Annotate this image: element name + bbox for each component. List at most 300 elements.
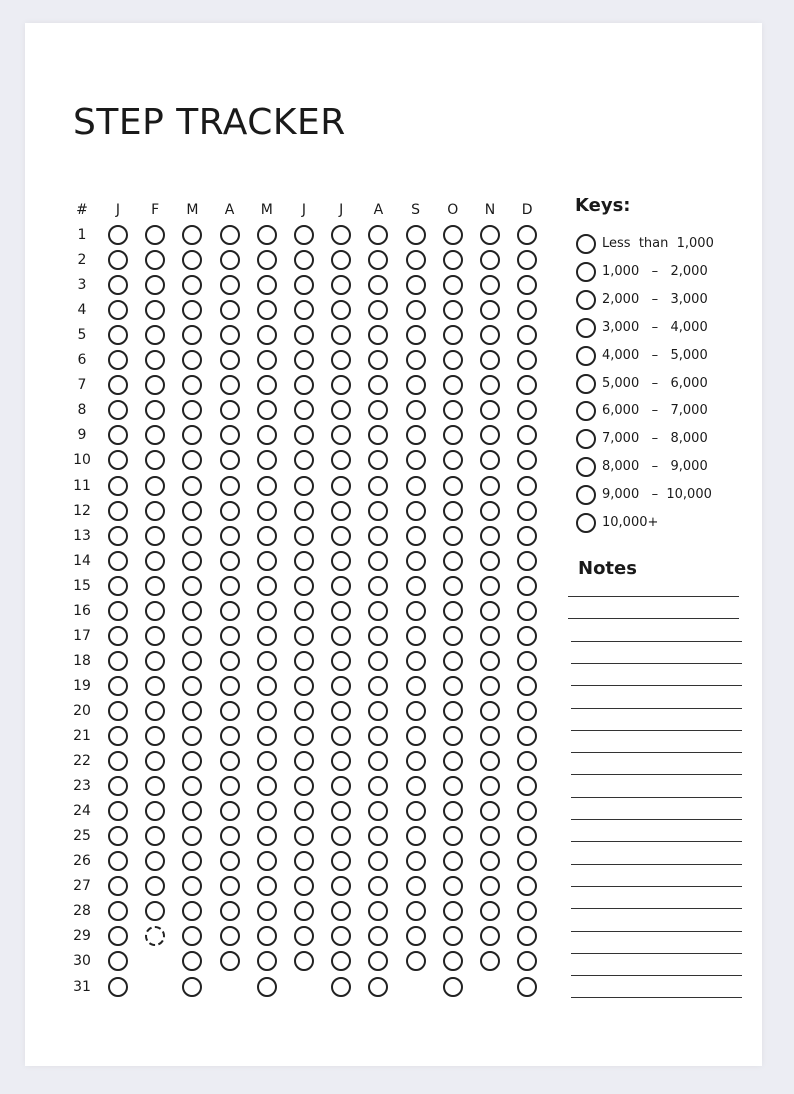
day-circle[interactable] <box>517 751 537 771</box>
day-circle[interactable] <box>220 676 240 696</box>
day-circle[interactable] <box>480 476 500 496</box>
day-circle[interactable] <box>108 726 128 746</box>
day-circle[interactable] <box>331 576 351 596</box>
day-circle[interactable] <box>220 826 240 846</box>
day-circle[interactable] <box>257 476 277 496</box>
day-circle[interactable] <box>331 601 351 621</box>
day-circle[interactable] <box>145 801 165 821</box>
note-line[interactable] <box>571 841 742 842</box>
day-circle[interactable] <box>368 726 388 746</box>
day-circle[interactable] <box>108 876 128 896</box>
day-circle[interactable] <box>294 425 314 445</box>
day-circle[interactable] <box>517 576 537 596</box>
day-circle[interactable] <box>294 375 314 395</box>
note-line[interactable] <box>571 774 742 775</box>
note-line[interactable] <box>571 997 742 998</box>
day-circle[interactable] <box>108 275 128 295</box>
day-circle[interactable] <box>480 300 500 320</box>
day-circle[interactable] <box>368 951 388 971</box>
day-circle[interactable] <box>108 225 128 245</box>
day-circle[interactable] <box>406 826 426 846</box>
day-circle[interactable] <box>406 951 426 971</box>
day-circle[interactable] <box>220 576 240 596</box>
day-circle[interactable] <box>145 901 165 921</box>
day-circle[interactable] <box>220 776 240 796</box>
day-circle[interactable] <box>294 350 314 370</box>
day-circle[interactable] <box>145 926 165 946</box>
note-line[interactable] <box>571 953 742 954</box>
day-circle[interactable] <box>443 526 463 546</box>
day-circle[interactable] <box>294 726 314 746</box>
day-circle[interactable] <box>480 626 500 646</box>
day-circle[interactable] <box>108 926 128 946</box>
day-circle[interactable] <box>145 601 165 621</box>
day-circle[interactable] <box>368 375 388 395</box>
day-circle[interactable] <box>443 626 463 646</box>
day-circle[interactable] <box>257 250 277 270</box>
day-circle[interactable] <box>220 551 240 571</box>
day-circle[interactable] <box>220 901 240 921</box>
note-line[interactable] <box>571 641 742 642</box>
day-circle[interactable] <box>406 751 426 771</box>
day-circle[interactable] <box>220 275 240 295</box>
day-circle[interactable] <box>517 626 537 646</box>
day-circle[interactable] <box>443 751 463 771</box>
day-circle[interactable] <box>220 350 240 370</box>
day-circle[interactable] <box>517 275 537 295</box>
day-circle[interactable] <box>145 551 165 571</box>
day-circle[interactable] <box>517 776 537 796</box>
day-circle[interactable] <box>108 651 128 671</box>
day-circle[interactable] <box>257 751 277 771</box>
day-circle[interactable] <box>108 501 128 521</box>
day-circle[interactable] <box>368 225 388 245</box>
day-circle[interactable] <box>331 275 351 295</box>
day-circle[interactable] <box>331 651 351 671</box>
day-circle[interactable] <box>182 250 202 270</box>
day-circle[interactable] <box>443 225 463 245</box>
day-circle[interactable] <box>480 676 500 696</box>
day-circle[interactable] <box>145 325 165 345</box>
day-circle[interactable] <box>480 350 500 370</box>
day-circle[interactable] <box>331 350 351 370</box>
day-circle[interactable] <box>108 626 128 646</box>
day-circle[interactable] <box>108 801 128 821</box>
day-circle[interactable] <box>406 776 426 796</box>
day-circle[interactable] <box>182 476 202 496</box>
day-circle[interactable] <box>145 476 165 496</box>
day-circle[interactable] <box>257 901 277 921</box>
day-circle[interactable] <box>331 801 351 821</box>
day-circle[interactable] <box>443 325 463 345</box>
day-circle[interactable] <box>406 250 426 270</box>
day-circle[interactable] <box>182 526 202 546</box>
day-circle[interactable] <box>443 350 463 370</box>
day-circle[interactable] <box>480 601 500 621</box>
day-circle[interactable] <box>220 876 240 896</box>
day-circle[interactable] <box>220 425 240 445</box>
day-circle[interactable] <box>331 225 351 245</box>
day-circle[interactable] <box>368 450 388 470</box>
day-circle[interactable] <box>182 951 202 971</box>
day-circle[interactable] <box>480 701 500 721</box>
note-line[interactable] <box>571 864 742 865</box>
day-circle[interactable] <box>517 375 537 395</box>
day-circle[interactable] <box>108 701 128 721</box>
day-circle[interactable] <box>480 826 500 846</box>
day-circle[interactable] <box>368 476 388 496</box>
day-circle[interactable] <box>368 701 388 721</box>
day-circle[interactable] <box>220 601 240 621</box>
day-circle[interactable] <box>257 977 277 997</box>
day-circle[interactable] <box>331 826 351 846</box>
day-circle[interactable] <box>182 801 202 821</box>
day-circle[interactable] <box>443 676 463 696</box>
day-circle[interactable] <box>182 651 202 671</box>
day-circle[interactable] <box>257 726 277 746</box>
day-circle[interactable] <box>480 375 500 395</box>
day-circle[interactable] <box>406 876 426 896</box>
day-circle[interactable] <box>480 751 500 771</box>
day-circle[interactable] <box>145 300 165 320</box>
day-circle[interactable] <box>517 651 537 671</box>
day-circle[interactable] <box>220 400 240 420</box>
day-circle[interactable] <box>517 400 537 420</box>
day-circle[interactable] <box>182 901 202 921</box>
day-circle[interactable] <box>331 951 351 971</box>
day-circle[interactable] <box>145 576 165 596</box>
day-circle[interactable] <box>480 801 500 821</box>
day-circle[interactable] <box>517 726 537 746</box>
day-circle[interactable] <box>331 476 351 496</box>
day-circle[interactable] <box>220 726 240 746</box>
day-circle[interactable] <box>294 250 314 270</box>
day-circle[interactable] <box>517 325 537 345</box>
day-circle[interactable] <box>108 400 128 420</box>
day-circle[interactable] <box>220 801 240 821</box>
day-circle[interactable] <box>294 300 314 320</box>
day-circle[interactable] <box>517 501 537 521</box>
day-circle[interactable] <box>220 526 240 546</box>
day-circle[interactable] <box>108 601 128 621</box>
day-circle[interactable] <box>368 651 388 671</box>
day-circle[interactable] <box>145 350 165 370</box>
day-circle[interactable] <box>406 926 426 946</box>
day-circle[interactable] <box>294 676 314 696</box>
day-circle[interactable] <box>406 601 426 621</box>
day-circle[interactable] <box>108 350 128 370</box>
day-circle[interactable] <box>480 876 500 896</box>
day-circle[interactable] <box>108 826 128 846</box>
day-circle[interactable] <box>257 526 277 546</box>
day-circle[interactable] <box>257 425 277 445</box>
day-circle[interactable] <box>331 375 351 395</box>
day-circle[interactable] <box>406 801 426 821</box>
day-circle[interactable] <box>182 551 202 571</box>
day-circle[interactable] <box>443 551 463 571</box>
day-circle[interactable] <box>443 851 463 871</box>
day-circle[interactable] <box>331 977 351 997</box>
day-circle[interactable] <box>220 651 240 671</box>
day-circle[interactable] <box>182 275 202 295</box>
day-circle[interactable] <box>145 450 165 470</box>
day-circle[interactable] <box>257 701 277 721</box>
day-circle[interactable] <box>368 300 388 320</box>
day-circle[interactable] <box>368 526 388 546</box>
day-circle[interactable] <box>145 876 165 896</box>
day-circle[interactable] <box>517 901 537 921</box>
day-circle[interactable] <box>108 375 128 395</box>
day-circle[interactable] <box>443 576 463 596</box>
day-circle[interactable] <box>145 651 165 671</box>
day-circle[interactable] <box>220 951 240 971</box>
note-line[interactable] <box>571 975 742 976</box>
day-circle[interactable] <box>182 751 202 771</box>
day-circle[interactable] <box>480 275 500 295</box>
day-circle[interactable] <box>220 501 240 521</box>
day-circle[interactable] <box>406 425 426 445</box>
day-circle[interactable] <box>480 901 500 921</box>
day-circle[interactable] <box>443 901 463 921</box>
day-circle[interactable] <box>517 476 537 496</box>
day-circle[interactable] <box>480 526 500 546</box>
day-circle[interactable] <box>257 801 277 821</box>
day-circle[interactable] <box>480 325 500 345</box>
day-circle[interactable] <box>443 300 463 320</box>
day-circle[interactable] <box>517 450 537 470</box>
day-circle[interactable] <box>145 400 165 420</box>
day-circle[interactable] <box>406 676 426 696</box>
day-circle[interactable] <box>406 701 426 721</box>
day-circle[interactable] <box>108 576 128 596</box>
day-circle[interactable] <box>294 601 314 621</box>
day-circle[interactable] <box>517 300 537 320</box>
day-circle[interactable] <box>108 450 128 470</box>
day-circle[interactable] <box>145 275 165 295</box>
day-circle[interactable] <box>443 926 463 946</box>
day-circle[interactable] <box>145 425 165 445</box>
day-circle[interactable] <box>182 576 202 596</box>
day-circle[interactable] <box>257 676 277 696</box>
day-circle[interactable] <box>220 450 240 470</box>
day-circle[interactable] <box>220 476 240 496</box>
day-circle[interactable] <box>443 250 463 270</box>
day-circle[interactable] <box>220 375 240 395</box>
note-line[interactable] <box>571 752 742 753</box>
day-circle[interactable] <box>182 826 202 846</box>
day-circle[interactable] <box>406 501 426 521</box>
day-circle[interactable] <box>480 576 500 596</box>
day-circle[interactable] <box>294 701 314 721</box>
day-circle[interactable] <box>294 876 314 896</box>
day-circle[interactable] <box>145 751 165 771</box>
day-circle[interactable] <box>257 601 277 621</box>
note-line[interactable] <box>571 797 742 798</box>
day-circle[interactable] <box>368 826 388 846</box>
day-circle[interactable] <box>145 776 165 796</box>
day-circle[interactable] <box>406 726 426 746</box>
day-circle[interactable] <box>182 701 202 721</box>
day-circle[interactable] <box>517 801 537 821</box>
note-line[interactable] <box>568 618 739 619</box>
day-circle[interactable] <box>406 325 426 345</box>
day-circle[interactable] <box>443 977 463 997</box>
day-circle[interactable] <box>331 325 351 345</box>
day-circle[interactable] <box>294 476 314 496</box>
day-circle[interactable] <box>368 901 388 921</box>
day-circle[interactable] <box>220 751 240 771</box>
day-circle[interactable] <box>145 701 165 721</box>
day-circle[interactable] <box>294 751 314 771</box>
day-circle[interactable] <box>294 851 314 871</box>
day-circle[interactable] <box>294 776 314 796</box>
day-circle[interactable] <box>331 701 351 721</box>
day-circle[interactable] <box>517 851 537 871</box>
day-circle[interactable] <box>108 250 128 270</box>
day-circle[interactable] <box>257 375 277 395</box>
day-circle[interactable] <box>220 926 240 946</box>
day-circle[interactable] <box>517 250 537 270</box>
day-circle[interactable] <box>368 250 388 270</box>
day-circle[interactable] <box>108 526 128 546</box>
day-circle[interactable] <box>331 676 351 696</box>
day-circle[interactable] <box>331 400 351 420</box>
note-line[interactable] <box>568 596 739 597</box>
day-circle[interactable] <box>145 626 165 646</box>
day-circle[interactable] <box>480 400 500 420</box>
day-circle[interactable] <box>368 350 388 370</box>
day-circle[interactable] <box>108 776 128 796</box>
day-circle[interactable] <box>294 926 314 946</box>
day-circle[interactable] <box>480 851 500 871</box>
day-circle[interactable] <box>406 275 426 295</box>
day-circle[interactable] <box>257 951 277 971</box>
day-circle[interactable] <box>294 225 314 245</box>
day-circle[interactable] <box>480 425 500 445</box>
day-circle[interactable] <box>257 576 277 596</box>
day-circle[interactable] <box>257 400 277 420</box>
day-circle[interactable] <box>182 400 202 420</box>
day-circle[interactable] <box>480 450 500 470</box>
day-circle[interactable] <box>294 501 314 521</box>
day-circle[interactable] <box>257 350 277 370</box>
day-circle[interactable] <box>108 300 128 320</box>
day-circle[interactable] <box>517 876 537 896</box>
day-circle[interactable] <box>331 450 351 470</box>
day-circle[interactable] <box>443 951 463 971</box>
note-line[interactable] <box>571 819 742 820</box>
day-circle[interactable] <box>368 626 388 646</box>
day-circle[interactable] <box>517 425 537 445</box>
day-circle[interactable] <box>108 851 128 871</box>
day-circle[interactable] <box>443 501 463 521</box>
day-circle[interactable] <box>294 626 314 646</box>
day-circle[interactable] <box>517 826 537 846</box>
day-circle[interactable] <box>257 501 277 521</box>
day-circle[interactable] <box>443 701 463 721</box>
day-circle[interactable] <box>108 676 128 696</box>
day-circle[interactable] <box>406 350 426 370</box>
day-circle[interactable] <box>294 526 314 546</box>
day-circle[interactable] <box>517 601 537 621</box>
day-circle[interactable] <box>257 651 277 671</box>
day-circle[interactable] <box>480 651 500 671</box>
day-circle[interactable] <box>368 676 388 696</box>
day-circle[interactable] <box>220 626 240 646</box>
day-circle[interactable] <box>294 551 314 571</box>
day-circle[interactable] <box>182 300 202 320</box>
day-circle[interactable] <box>406 400 426 420</box>
day-circle[interactable] <box>257 851 277 871</box>
day-circle[interactable] <box>145 375 165 395</box>
note-line[interactable] <box>571 685 742 686</box>
day-circle[interactable] <box>331 926 351 946</box>
day-circle[interactable] <box>108 951 128 971</box>
day-circle[interactable] <box>406 901 426 921</box>
day-circle[interactable] <box>331 501 351 521</box>
day-circle[interactable] <box>257 325 277 345</box>
day-circle[interactable] <box>331 250 351 270</box>
day-circle[interactable] <box>517 350 537 370</box>
day-circle[interactable] <box>294 651 314 671</box>
day-circle[interactable] <box>368 325 388 345</box>
note-line[interactable] <box>571 730 742 731</box>
day-circle[interactable] <box>443 651 463 671</box>
day-circle[interactable] <box>517 701 537 721</box>
day-circle[interactable] <box>443 826 463 846</box>
day-circle[interactable] <box>368 601 388 621</box>
day-circle[interactable] <box>182 776 202 796</box>
day-circle[interactable] <box>145 726 165 746</box>
day-circle[interactable] <box>480 250 500 270</box>
day-circle[interactable] <box>331 751 351 771</box>
day-circle[interactable] <box>220 250 240 270</box>
day-circle[interactable] <box>331 551 351 571</box>
day-circle[interactable] <box>368 751 388 771</box>
day-circle[interactable] <box>517 951 537 971</box>
day-circle[interactable] <box>517 551 537 571</box>
day-circle[interactable] <box>331 425 351 445</box>
day-circle[interactable] <box>182 375 202 395</box>
day-circle[interactable] <box>406 375 426 395</box>
note-line[interactable] <box>571 931 742 932</box>
day-circle[interactable] <box>368 926 388 946</box>
day-circle[interactable] <box>368 551 388 571</box>
day-circle[interactable] <box>108 901 128 921</box>
day-circle[interactable] <box>480 926 500 946</box>
day-circle[interactable] <box>220 300 240 320</box>
day-circle[interactable] <box>368 576 388 596</box>
day-circle[interactable] <box>182 450 202 470</box>
note-line[interactable] <box>571 708 742 709</box>
day-circle[interactable] <box>182 876 202 896</box>
day-circle[interactable] <box>331 726 351 746</box>
day-circle[interactable] <box>145 526 165 546</box>
day-circle[interactable] <box>517 225 537 245</box>
day-circle[interactable] <box>294 400 314 420</box>
day-circle[interactable] <box>517 977 537 997</box>
day-circle[interactable] <box>145 225 165 245</box>
day-circle[interactable] <box>406 626 426 646</box>
day-circle[interactable] <box>406 551 426 571</box>
day-circle[interactable] <box>368 801 388 821</box>
day-circle[interactable] <box>443 876 463 896</box>
day-circle[interactable] <box>406 225 426 245</box>
day-circle[interactable] <box>108 551 128 571</box>
day-circle[interactable] <box>517 676 537 696</box>
day-circle[interactable] <box>108 425 128 445</box>
day-circle[interactable] <box>480 501 500 521</box>
